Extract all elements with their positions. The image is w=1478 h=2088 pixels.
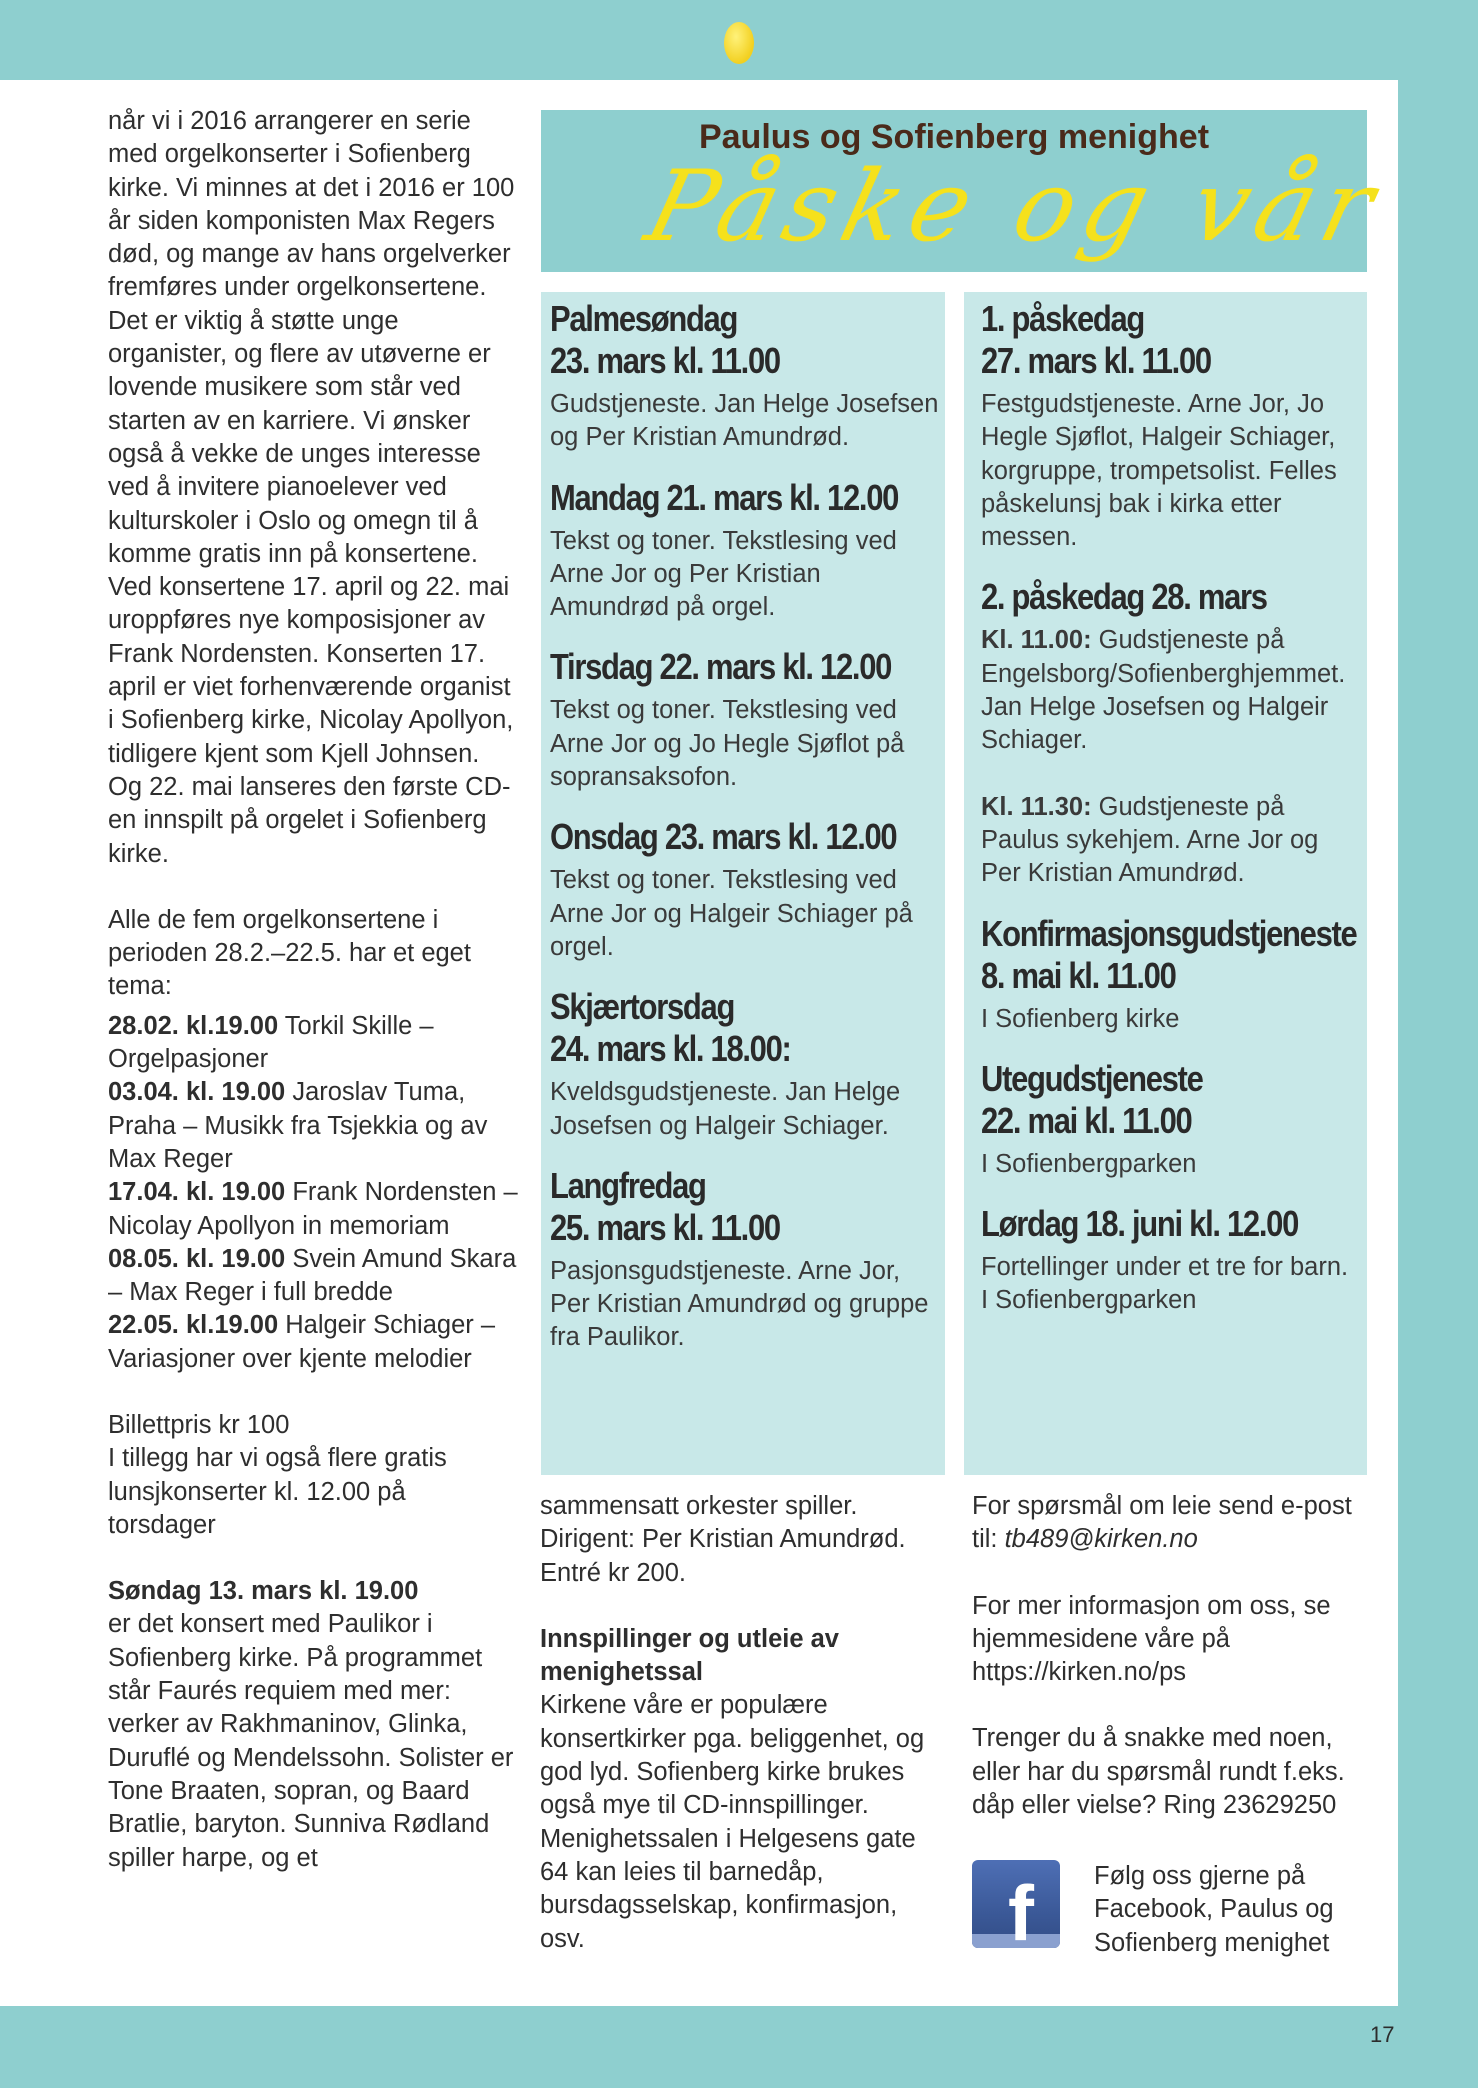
event-palm-sunday — [550, 298, 940, 455]
event-easter-day — [981, 298, 1361, 554]
event-description: I Sofienberg kirke — [981, 1004, 1180, 1033]
event-saturday-june — [981, 1203, 1361, 1318]
event-description: Kveldsgudstjeneste. Jan Helge Josefsen og Halgeir Schiager. — [550, 1078, 901, 1140]
concert-continued: sammensatt orkester spiller. Dirigent: Per Kristian Amundrød. Entré kr 200. — [540, 1492, 906, 1587]
parish-title: Paulus og Sofienberg menighet — [698, 118, 1210, 156]
ticket-price: Billettpris kr 100 — [108, 1410, 290, 1439]
event-description: Festgudstjeneste. Arne Jor, Jo Hegle Sjøflot, Halgeir Schiager, korgruppe, trompetsolist. Felles påskelunsj bak i kirka etter messen. — [981, 390, 1337, 552]
concert-item: 03.04. kl. 19.00 Jaroslav Tuma, Praha – Musikk fra Tsjekkia og av Max Reger — [108, 1078, 488, 1173]
bottom-band — [0, 2006, 1478, 2088]
schedule-left — [550, 298, 940, 1377]
event-monday — [550, 477, 940, 625]
facebook-follow-text: Følg oss gjerne på Facebook, Paulus og Sofienberg menighet — [1094, 1862, 1334, 1957]
sunday-concert: Søndag 13. mars kl. 19.00 — [108, 1577, 419, 1606]
themes-intro: Alle de fem orgelkonsertene i perioden 28.2.–22.5. har et eget tema: — [108, 905, 471, 1001]
event-description: Kl. 11.30: Gudstjeneste på Paulus sykehjem. Arne Jor og Per Kristian Amundrød. — [981, 792, 1319, 888]
event-description: Tekst og toner. Tekstlesing ved Arne Jor og Halgeir Schiager på orgel. — [550, 866, 913, 961]
sunday-concert-text: er det konsert med Paulikor i Sofienberg kirke. På programmet står Faurés requiem med mer: verker av Rakhmaninov, Glinka, Duruflé og Mendelssohn. Solister er Tone Braaten, sopran, og Baard Bratlie, baryton. Sunniva Rødland spiller harpe, og et — [108, 1610, 514, 1872]
page-number: 17 — [1370, 2022, 1395, 2047]
schedule-right — [981, 298, 1361, 1340]
concert-item: 22.05. kl.19.00 Halgeir Schiager – Variasjoner over kjente melodier — [108, 1311, 496, 1373]
column-three — [540, 1490, 940, 1956]
event-maundy-thursday — [550, 986, 940, 1143]
left-column — [108, 105, 518, 1875]
intro-text: når vi i 2016 arrangerer en serie med orgelkonserter i Sofienberg kirke. Vi minnes at det i 2016 er 100 år siden komponisten Max Regers død, og mange av hans orgelverker fremføres under orgelkonsertene. Det er viktig å støtte unge organister, og flere av utøverne er lovende musikere som står ved starten av en karriere. Vi ønsker også å vekke de unges interesse ved å invitere pianoelever ved kulturskoler i Oslo og omegn til å komme gratis inn på konsertene. Ved konsertene 17. april og 22. mai uroppføres nye komposisjoner av Frank Nordensten. Konserten 17. april er viet forhenværende organist i Sofienberg kirke, Nicolay Apollyon, tidligere kjent som Kjell Johnsen. Og 22. mai lanseres den første CD-en innspilt på orgelet i Sofienberg kirke. — [108, 107, 515, 868]
event-title: Konfirmasjonsgudstjeneste 8. mai kl. 11.00 — [981, 912, 1357, 996]
event-title: Skjærtorsdag 24. mars kl. 18.00: — [550, 986, 791, 1070]
event-description: Pasjonsgudstjeneste. Arne Jor, Per Kristian Amundrød og gruppe fra Paulikor. — [550, 1256, 929, 1352]
rental-text: Kirkene våre er populære konsertkirker pga. beliggenhet, og god lyd. Sofienberg kirke brukes også mye til CD-innspillinger. Menighetssalen i Helgesens gate 64 kan leies til barnedåp, bursdagsselskap, konfirmasjon, osv. — [540, 1691, 925, 1953]
event-confirmation — [981, 913, 1361, 1036]
more-info: For mer informasjon om oss, se hjemmesidene våre på https://kirken.no/ps — [972, 1591, 1331, 1687]
event-tuesday — [550, 646, 940, 794]
event-title: Palmesøndag 23. mars kl. 11.00 — [550, 298, 780, 381]
event-good-friday — [550, 1165, 940, 1355]
event-title: 1. påskedag 27. mars kl. 11.00 — [981, 298, 1211, 381]
event-description: Fortellinger under et tre for barn. I Sofienbergparken — [981, 1253, 1349, 1315]
event-title: Tirsdag 22. mars kl. 12.00 — [550, 646, 892, 688]
event-easter-monday — [981, 576, 1361, 890]
facebook-icon[interactable]: f — [972, 1860, 1060, 1948]
talk-to-someone: Trenger du å snakke med noen, eller har du spørsmål rundt f.eks. dåp eller vielse? Ring 23629250 — [972, 1724, 1345, 1820]
event-description: Tekst og toner. Tekstlesing ved Arne Jor og Per Kristian Amundrød på orgel. — [550, 526, 897, 622]
concert-item: 17.04. kl. 19.00 Frank Nordensten – Nicolay Apollyon in memoriam — [108, 1178, 518, 1240]
concert-item: 28.02. kl.19.00 Torkil Skille – Orgelpasjoner — [108, 1011, 434, 1074]
event-description: I Sofienbergparken — [981, 1149, 1197, 1178]
event-title: Mandag 21. mars kl. 12.00 — [550, 476, 899, 518]
easter-spring-script-title: Påske og vår — [635, 150, 1393, 264]
event-outdoor-service — [981, 1058, 1361, 1181]
event-title: Lørdag 18. juni kl. 12.00 — [981, 1203, 1299, 1245]
event-title: Utegudstjeneste 22. mai kl. 11.00 — [981, 1057, 1203, 1141]
event-title: Langfredag 25. mars kl. 11.00 — [550, 1164, 780, 1248]
event-description: Kl. 11.00: Gudstjeneste på Engelsborg/Sofienberghjemmet. Jan Helge Josefsen og Halgeir Schiager. — [981, 626, 1346, 755]
lunch-concerts: I tillegg har vi også flere gratis lunsjkonserter kl. 12.00 på torsdager — [108, 1444, 447, 1539]
event-description: Tekst og toner. Tekstlesing ved Arne Jor og Jo Hegle Sjøflot på sopransaksofon. — [550, 696, 905, 792]
column-four — [972, 1490, 1372, 1822]
rental-heading: Innspillinger og utleie av menighetssal — [540, 1624, 839, 1687]
event-title: 2. påskedag 28. mars — [981, 576, 1267, 618]
concert-item: 08.05. kl. 19.00 Svein Amund Skara – Max Reger i full bredde — [108, 1244, 517, 1307]
event-wednesday — [550, 816, 940, 964]
event-title: Onsdag 23. mars kl. 12.00 — [550, 816, 897, 858]
rental-contact: For spørsmål om leie send e-post til: tb489@kirken.no — [972, 1492, 1352, 1554]
event-description: Gudstjeneste. Jan Helge Josefsen og Per Kristian Amundrød. — [550, 390, 939, 452]
email-link[interactable]: tb489@kirken.no — [1004, 1525, 1198, 1554]
right-band — [1398, 80, 1478, 2006]
easter-egg-icon — [724, 22, 754, 64]
